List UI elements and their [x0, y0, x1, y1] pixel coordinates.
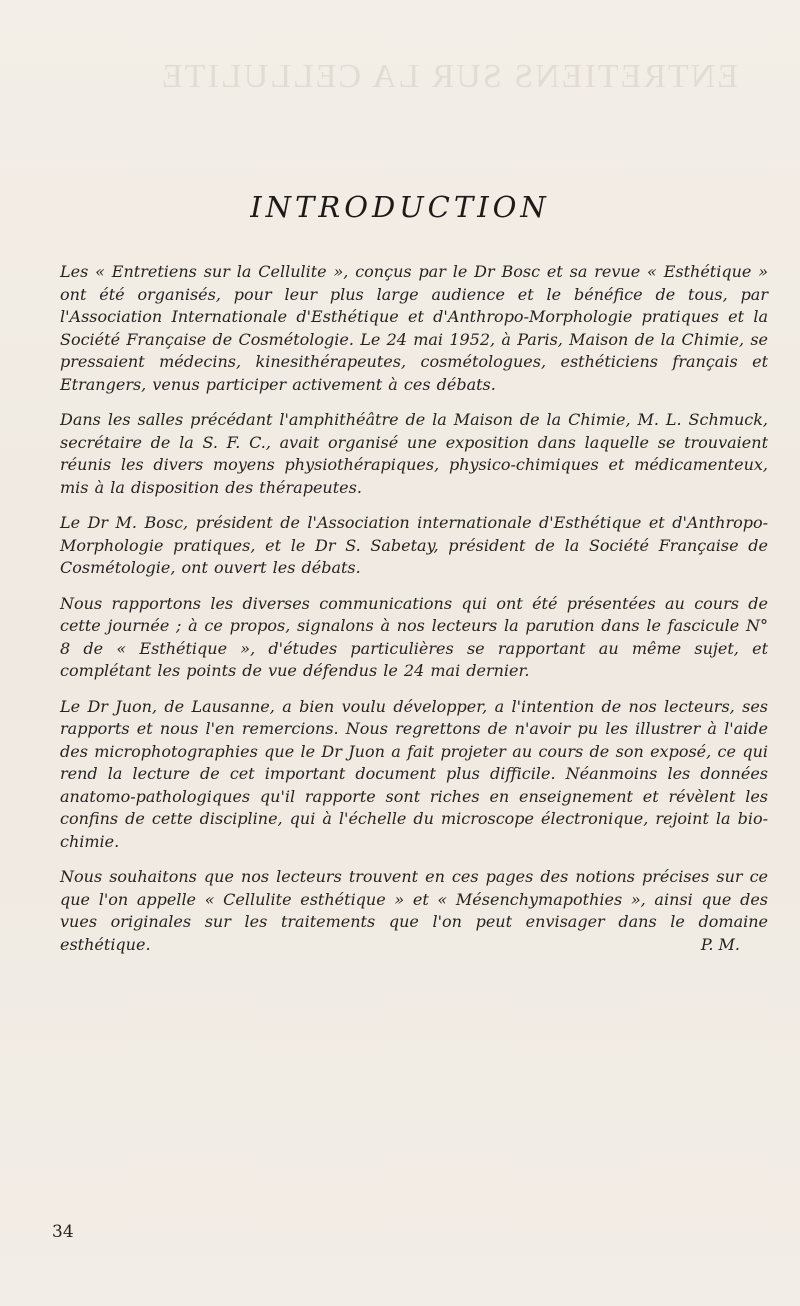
page-title: INTRODUCTION	[250, 190, 550, 224]
paragraph-1: Les « Entretiens sur la Cellulite », conçus par le Dr Bosc et sa revue « Esthétique » ont été organisés, pour leur plus large audience et le bénéfice de tous, par l'Association Internationale d'Esthétique et d'Anthropo-Morphologie pratiques et la Société Française de Cosmétologie. Le 24 mai 1952, à Paris, Maison de la Chimie, se pressaient médecins, kinesithérapeutes, cosmétologues, esthéticiens français et Etrangers, venus participer activement à ces débats.	[60, 262, 768, 394]
paragraph-2: Dans les salles précédant l'amphithéâtre de la Maison de la Chimie, M. L. Schmuck, secrétaire de la S. F. C., avait organisé une exposition dans laquelle se trouvaient réunis les divers moyens physiothérapiques, physico-chimiques et médicamenteux, mis à la disposition des thérapeutes.	[60, 410, 768, 497]
paragraph-6: Nous souhaitons que nos lecteurs trouvent en ces pages des notions précises sur ce que l'on appelle « Cellulite esthétique » et « Mésenchymapothies », ainsi que des vues originales sur les traitements que l'on peut envisager dans le domaine esthétique.	[60, 867, 768, 954]
show-through-heading: ENTRETIENS SUR LA CELLULITE	[160, 58, 739, 95]
paragraph-4: Nous rapportons les diverses communications qui ont été présentées au cours de cette journée ; à ce propos, signalons à nos lecteurs la parution dans le fascicule N° 8 de « Esthétique », d'études particulières se rapportant au même sujet, et complétant les points de vue défendus le 24 mai dernier.	[60, 593, 768, 680]
paragraph-3: Le Dr M. Bosc, président de l'Association internationale d'Esthétique et d'Anthropo-Morphologie pratiques, et le Dr S. Sabetay, président de la Société Française de Cosmétologie, ont ouvert les débats.	[60, 513, 768, 577]
paragraph-5: Le Dr Juon, de Lausanne, a bien voulu développer, a l'intention de nos lecteurs, ses rapports et nous l'en remercions. Nous regrettons de n'avoir pu les illustrer à l'aide des microphotographies que le Dr Juon a fait projeter au cours de son exposé, ce qui rend la lecture de cet important document plus difficile. Néanmoins les données anatomo-pathologiques qu'il rapporte sont riches en enseignement et révèlent les confins de cette discipline, qui à l'échelle du microscope électronique, rejoint la bio-chimie.	[60, 696, 768, 851]
signature: P. M.	[700, 935, 740, 954]
page-number: 34	[52, 1222, 74, 1242]
body-text	[60, 261, 768, 969]
